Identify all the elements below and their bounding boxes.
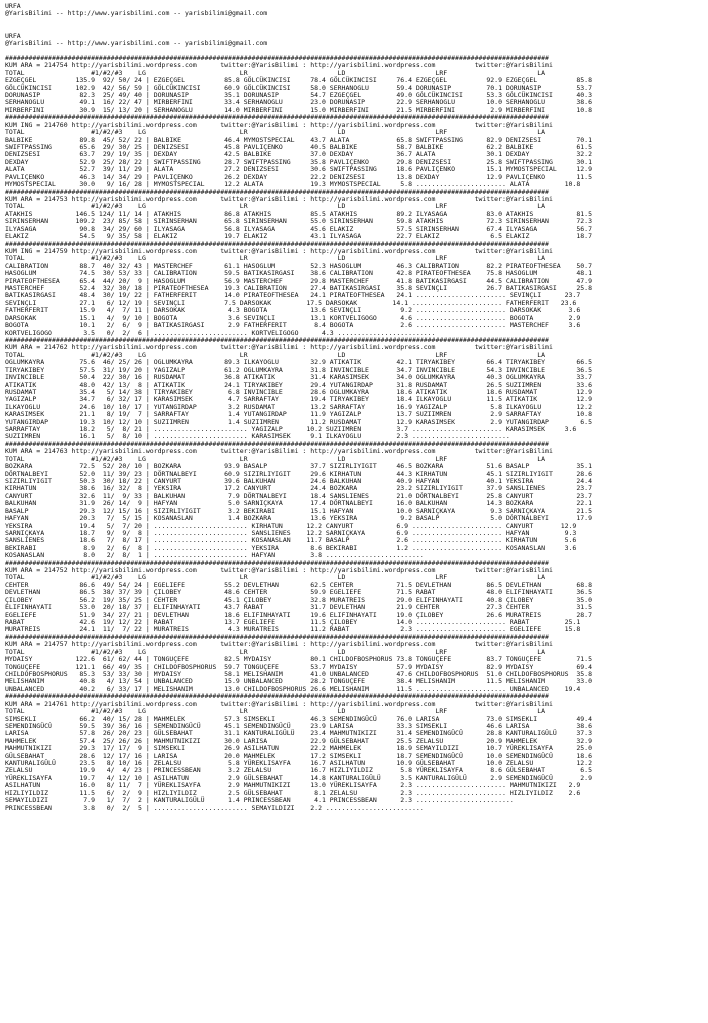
text-line: CHILDOFBOSPHORUS 85.3 53/ 33/ 30 | MYDAISY 58.1 MELISHANIM 41.0 UNBALANCED 47.6 CHILDOFBOSPHORUS 51.0 CHILDOFBOSPHORUS 35.8	[5, 669, 592, 678]
text-line: SARRAFTAY 18.2 5/ 8/ 21 | ........................ YAGIZALP 10.2 SUZIIMREN 3.7 ....................... KARASIMSEK 3.6	[5, 425, 577, 434]
race-header-line: KUM ARA = 214762 http://yarisbilimi.wordpress.com twitter:@YarisBilimi : http://yarisbilimi.wordpress.com twitter:@YarisBilimi	[5, 343, 553, 352]
text-line: ELAKIZ 54.5 9/ 35/ 58 | ELAKIZ 19.7 ELAKIZ 43.1 ILYASAGA 22.7 ELAKIZ 6.5 ELAKIZ 18.7	[5, 232, 592, 241]
text-line: KOSANASLAN 8.0 2/ 8/ 1 | ........................ HAFYAN 3.8 .........................	[5, 551, 424, 560]
text-line: SEMENDINGÜCÜ 59.5 39/ 36/ 16 | SEMENDINGÜCÜ 45.1 SEMENDINGÜCÜ 23.9 LARISA 33.3 SIMSEKLI 46.6 LARISA 38.6	[5, 721, 592, 730]
text-line: YÜREKLISAYFA 19.7 4/ 12/ 10 | ASILHATUN 2.9 GÜLSEBAHAT 14.8 KANTURALIGÜLÜ 3.5 KANTURALIGÜLÜ 2.9 SEMENDINGÜCÜ 2.9	[5, 773, 592, 782]
race-header-line: KUM ARA = 214757 http://yarisbilimi.wordpress.com twitter:@YarisBilimi : http://yarisbilimi.wordpress.com twitter:@YarisBilimi	[5, 640, 553, 649]
text-line: ÇILOBEY 56.2 19/ 35/ 25 | CEHTER 45.1 ÇILOBEY 32.8 MURATREIS 29.0 ELIFINHAYATI 40.8 ÇILOBEY 35.0	[5, 595, 592, 604]
text-line: LARISA 57.8 26/ 20/ 23 | GÜLSEBAHAT 31.1 KANTURALIGÜLÜ 23.4 MAHMUTNIKIZI 31.4 SEMENDINGÜCÜ 28.8 KANTURALIGÜLÜ 37.3	[5, 729, 592, 738]
text-line: BOZKARA 72.5 52/ 20/ 10 | BOZKARA 93.9 BASALP 37.7 SIZIRLIYIGIT 46.5 BOZKARA 51.6 BASALP 35.1	[5, 462, 592, 471]
text-line: CEHTER 86.6 49/ 54/ 24 | EGELIEFE 55.2 DEVLETHAN 62.5 CEHTER 71.5 DEVLETHAN 86.5 DEVLETHAN 68.8	[5, 580, 592, 589]
column-header-line: TOTAL #1/#2/#3 LG LR LD LRF LA	[5, 454, 546, 463]
text-line: PIRATEOFTHESEA 65.4 44/ 20/ 9 | HASOGLUM 56.9 MASTERCHEF 29.8 MASTERCHEF 41.8 BATIKASIRGASI 44.5 CALIBRATION 47.9	[5, 276, 592, 285]
text-line: SIRINSERHAN 109.2 23/ 85/ 58 | SIRINSERHAN 65.8 SIRINSERHAN 55.0 SIRINSERHAN 59.8 ATAKHIS 72.3 SIRINSERHAN 72.3	[5, 217, 592, 226]
text-line: GÜLSEBAHAT 28.6 12/ 17/ 16 | LARISA 20.0 MAHMELEK 17.2 SIMSEKLI 18.7 SEMENDINGÜCÜ 10.0 SEMENDINGÜCÜ 18.6	[5, 751, 592, 760]
text-line: GÖLCÜKINCISI 102.9 42/ 56/ 59 | GÖLCÜKINCISI 60.9 GÖLCÜKINCISI 58.0 SERHANOGLU 59.4 DORUNASIP 70.1 DORUNASIP 53.7	[5, 83, 592, 92]
text-line: SEMAYILDIZI 7.9 1/ 7/ 2 | KANTURALIGÜLÜ 1.4 PRINCESSBEAN 4.1 PRINCESSBEAN 2.3 .........................	[5, 796, 514, 805]
text-line: OGLUMKAYRA 75.6 46/ 25/ 26 | OGLUMKAYRA 89.3 ILKAYOGLU 32.9 ATIKATIK 42.1 TIRYAKIBEY 66.4 TIRYAKIBEY 66.5	[5, 358, 592, 367]
text-line: KIRHATUN 38.6 16/ 32/ 8 | YEKSIRA 17.2 CANYURT 24.4 BOZKARA 23.2 SIZIRLIYIGIT 37.9 SANSLIENES 23.7	[5, 484, 592, 493]
column-header-line: TOTAL #1/#2/#3 LG LR LD LRF LA	[5, 573, 546, 582]
text-line: URFA	[5, 31, 21, 40]
column-header-line: TOTAL #1/#2/#3 LG LR LD LRF LA	[5, 647, 546, 656]
text-line: BOGOTA 10.1 2/ 6/ 9 | BATIKASIRGASI 2.9 FATHERFERIT 8.4 BOGOTA 2.6 ....................... MASTERCHEF 3.6	[5, 321, 581, 330]
text-line: YEKSIRA 19.4 5/ 7/ 20 | ........................ KIRHATUN 12.2 CANYURT 6.9 ....................... CANYURT 12.9	[5, 521, 577, 530]
text-line: @YarisBilimi -- http://www.yarisbilimi.com -- yarisbilimi@gmail.com	[5, 9, 268, 18]
column-header-line: TOTAL #1/#2/#3 LG LR LD LRF LA	[5, 350, 546, 359]
blank-line	[5, 25, 708, 32]
separator-line: ###########################################################################################################################################	[5, 53, 549, 62]
text-line: SUZIIMREN 16.1 5/ 8/ 10 | ........................ KARASIMSEK 9.1 ILKAYOGLU 2.3 .........................	[5, 432, 510, 441]
text-line: CANYURT 32.6 11/ 9/ 33 | BALKUHAN 7.9 DÖRTNALBEYI 18.4 SANSLIENES 21.0 DÖRTNALBEYI 25.8 CANYURT 23.7	[5, 491, 592, 500]
race-header-line: KUM ARA = 214753 http://yarisbilimi.wordpress.com twitter:@YarisBilimi : http://yarisbilimi.wordpress.com twitter:@YarisBilimi	[5, 194, 553, 203]
text-line: FATHERFERIT 15.9 4/ 7/ 11 | DARSOKAK 4.3 BOGOTA 13.6 SEVINÇLI 9.2 ....................... DARSOKAK 3.6	[5, 306, 581, 315]
text-line: MAHMUTNIKIZI 29.3 17/ 17/ 9 | SIMSEKLI 26.9 ASILHATUN 22.2 MAHMELEK 18.9 SEMAYILDIZI 10.7 YÜREKLISAYFA 25.0	[5, 744, 592, 753]
text-line: SARNIÇKAYA 18.7 9/ 9/ 8 | ........................ SANSLIENES 12.2 SARNIÇKAYA 6.9 ....................... HAFYAN 9.3	[5, 528, 577, 537]
separator-line: ###########################################################################################################################################	[5, 113, 549, 122]
text-line: ELIFINHAYATI 53.0 20/ 18/ 37 | ELIFINHAYATI 43.7 RABAT 31.7 DEVLETHAN 21.9 CEHTER 27.3 CEHTER 31.5	[5, 603, 592, 612]
race-header-line: KUM ARA = 214752 http://yarisbilimi.wordpress.com twitter:@YarisBilimi : http://yarisbilimi.wordpress.com twitter:@YarisBilimi	[5, 566, 553, 575]
text-line: DÖRTNALBEYI 52.0 11/ 39/ 23 | DÖRTNALBEYI 60.9 SIZIRLIYIGIT 29.6 KIRHATUN 44.3 KIRHATUN 45.1 SIZIRLIYIGIT 28.6	[5, 469, 592, 478]
separator-line: ###########################################################################################################################################	[5, 335, 549, 344]
text-line: EGELIEFE 51.9 34/ 27/ 21 | DEVLETHAN 18.6 ELIFINHAYATI 19.6 ELIFINHAYATI 19.0 ÇILOBEY 26.6 MURATREIS 28.7	[5, 610, 592, 619]
text-line: PRINCESSBEAN 3.8 0/ 2/ 5 | ........................ SEMAYILDIZI 2.2 .........................	[5, 803, 424, 812]
text-line: MASTERCHEF 52.4 32/ 30/ 18 | PIRATEOFTHESEA 19.3 CALIBRATION 27.4 BATIKASIRGASI 35.8 SEVINÇLI 26.7 BATIKASIRGASI 25.8	[5, 284, 592, 293]
column-header-line: TOTAL #1/#2/#3 LG LR LD LRF LA	[5, 707, 546, 716]
text-line: KORTVELIGOGO 3.5 0/ 2/ 6 | ........................ KORTVELIGOGO 4.3 .........................	[5, 328, 436, 337]
text-line: ILYASAGA 90.8 34/ 29/ 60 | ILYASAGA 56.8 ILYASAGA 45.6 ELAKIZ 57.5 SIRINSERHAN 67.4 ILYASAGA 56.7	[5, 224, 592, 233]
text-line: HAFYAN 20.3 7/ 5/ 15 | KOSANASLAN 1.4 BOZKARA 13.6 YEKSIRA 9.2 BASALP 5.0 DÖRTNALBEYI 17.9	[5, 514, 592, 523]
text-line: TIRYAKIBEY 57.5 31/ 19/ 20 | YAGIZALP 61.2 OGLUMKAYRA 31.8 INVINCIBLE 34.7 INVINCIBLE 54.3 INVINCIBLE 36.5	[5, 365, 592, 374]
text-line: SWIFTPASSING 65.6 29/ 30/ 25 | DENIZSESI 45.8 PAVLIÇENKO 40.5 BALBIKE 58.7 BALBIKE 62.2 BALBIKE 61.5	[5, 143, 592, 152]
text-line: BALKUHAN 31.9 26/ 14/ 9 | HAFYAN 5.0 SARNIÇKAYA 17.4 DÖRTNALBEYI 16.0 BALKUHAN 14.3 BOZKARA 22.1	[5, 499, 592, 508]
text-line: ZELALSU 19.9 4/ 4/ 23 | PRINCESSBEAN 3.2 ZELALSU 16.7 HIZLIYILDIZ 5.8 YÜREKLISAYFA 8.6 GÜLSEBAHAT 6.5	[5, 766, 592, 775]
text-line: ATAKHIS 146.5 124/ 11/ 14 | ATAKHIS 86.8 ATAKHIS 85.5 ATAKHIS 89.2 ILYASAGA 83.0 ATAKHIS 81.5	[5, 209, 592, 218]
text-line: ILKAYOGLU 24.6 10/ 10/ 17 | YUTANGIRDAP 3.2 RUSDAMAT 13.2 SARRAFTAY 16.9 YAGIZALP 5.8 ILKAYOGLU 12.2	[5, 402, 592, 411]
text-line: KANTURALIGÜLÜ 23.5 8/ 10/ 16 | ZELALSU 5.8 YÜREKLISAYFA 16.7 ASILHATUN 10.9 GÜLSEBAHAT 10.0 ZELALSU 12.2	[5, 759, 592, 768]
text-line: DEXDAY 52.9 25/ 28/ 22 | SWIFTPASSING 28.7 SWIFTPASSING 35.8 PAVLIÇENKO 29.8 DENIZSESI 25.8 SWIFTPASSING 30.1	[5, 157, 592, 166]
text-line: SIZIRLIYIGIT 50.3 30/ 18/ 22 | CANYURT 39.6 BALKUHAN 24.6 BALKUHAN 40.9 HAFYAN 40.1 YEKSIRA 24.4	[5, 477, 592, 485]
column-header-line: TOTAL #1/#2/#3 LG LR LD LRF LA	[5, 68, 546, 77]
text-line: BATIKASIRGASI 48.4 30/ 19/ 22 | FATHERFERIT 14.0 PIRATEOFTHESEA 24.1 PIRATEOFTHESEA 24.1 ....................... SEVINÇLI 23.7	[5, 291, 581, 300]
text-line: YAGIZALP 34.7 6/ 32/ 17 | KARASIMSEK 4.7 SARRAFTAY 19.4 TIRYAKIBEY 18.4 ILKAYOGLU 11.5 ATIKATIK 12.9	[5, 395, 592, 404]
separator-line: ###########################################################################################################################################	[5, 239, 549, 248]
column-header-line: TOTAL #1/#2/#3 LG LR LD LRF LA	[5, 128, 546, 137]
text-line: MIRBERFINI 30.9 15/ 13/ 20 | SERHANOGLU 14.0 MIRBERFINI 15.0 MIRBERFINI 21.5 MIRBERFINI 2.9 MIRBERFINI 10.8	[5, 105, 592, 114]
separator-line: ###########################################################################################################################################	[5, 692, 549, 701]
text-line: @YarisBilimi -- http://www.yarisbilimi.com -- yarisbilimi@gmail.com	[5, 39, 268, 48]
race-header-line: KUM ARA = 214763 http://yarisbilimi.wordpress.com twitter:@YarisBilimi : http://yarisbilimi.wordpress.com twitter:@YarisBilimi	[5, 447, 553, 456]
text-line: SEVINÇLI 27.1 6/ 12/ 19 | SEVINÇLI 7.5 DARSOKAK 17.5 DARSOKAK 14.1 ....................... FATHERFERIT 23.6	[5, 298, 577, 307]
text-line: URFA	[5, 2, 21, 10]
text-line: HASOGLUM 74.5 30/ 53/ 33 | CALIBRATION 59.5 BATIKASIRGASI 38.6 CALIBRATION 42.8 PIRATEOFTHESEA 75.8 HASOGLUM 48.1	[5, 269, 592, 278]
text-line: DEVLETHAN 86.5 38/ 37/ 39 | ÇILOBEY 48.6 CEHTER 59.9 EGELIEFE 71.5 RABAT 48.0 ELIFINHAYATI 36.5	[5, 588, 592, 597]
text-line: MURATREIS 24.1 11/ 7/ 22 | MURATREIS 4.3 MURATREIS 11.2 RABAT 2.3 ....................... EGELIEFE 15.8	[5, 625, 581, 634]
separator-line: ###########################################################################################################################################	[5, 558, 549, 567]
text-line: DENIZSESI 63.7 29/ 19/ 35 | DEXDAY 42.5 BALBIKE 37.0 DEXDAY 36.7 ALATA 30.1 DEXDAY 32.2	[5, 150, 592, 159]
text-line: MYMOSTSPECIAL 30.0 9/ 16/ 28 | MYMOSTSPECIAL 12.2 ALATA 19.3 MYMOSTSPECIAL 5.8 ....................... ALATA 10.8	[5, 180, 581, 189]
text-line: CALIBRATION 88.7 40/ 32/ 43 | MASTERCHEF 61.1 HASOGLUM 52.3 HASOGLUM 46.3 CALIBRATION 82.2 PIRATEOFTHESEA 50.7	[5, 261, 592, 270]
text-line: INVINCIBLE 50.4 22/ 30/ 16 | RUSDAMAT 36.8 ATIKATIK 31.4 KARASIMSEK 34.0 OGLUMKAYRA 40.3 OGLUMKAYRA 33.7	[5, 373, 592, 382]
race-header-line: KUM ARA = 214754 http://yarisbilimi.wordpress.com twitter:@YarisBilimi : http://yarisbilimi.wordpress.com twitter:@YarisBilimi	[5, 61, 553, 70]
text-line: ATIKATIK 48.0 42/ 13/ 8 | ATIKATIK 24.1 TIRYAKIBEY 29.4 YUTANGIRDAP 31.8 RUSDAMAT 26.5 SUZIIMREN 33.6	[5, 380, 592, 389]
text-line: KARASIMSEK 21.1 8/ 19/ 7 | SARRAFTAY 1.4 YUTANGIRDAP 11.9 YAGIZALP 13.7 SUZIIMREN 2.9 SARRAFTAY 10.8	[5, 410, 592, 419]
column-header-line: TOTAL #1/#2/#3 LG LR LD LRF LA	[5, 254, 546, 263]
text-line: BASALP 29.3 12/ 15/ 16 | SIZIRLIYIGIT 3.2 BEKIRABI 15.1 HAFYAN 10.0 SARNIÇKAYA 9.3 SARNIÇKAYA 21.5	[5, 506, 592, 515]
text-line: ASILHATUN 16.0 8/ 11/ 7 | YÜREKLISAYFA 2.9 MAHMUTNIKIZI 13.0 YÜREKLISAYFA 2.3 ....................... MAHMUTNIKIZI 2.9	[5, 781, 581, 790]
race-header-line: KUM ING = 214759 http://yarisbilimi.wordpress.com twitter:@YarisBilimi : http://yarisbilimi.wordpress.com twitter:@YarisBilimi	[5, 246, 553, 255]
text-line: ALATA 52.7 39/ 11/ 29 | ALATA 27.2 DENIZSESI 30.6 SWIFTPASSING 18.6 PAVLIÇENKO 15.1 MYMOSTSPECIAL 12.9	[5, 165, 592, 174]
separator-line: ###########################################################################################################################################	[5, 632, 549, 641]
text-line: UNBALANCED 40.2 6/ 33/ 17 | MELISHANIM 13.0 CHILDOFBOSPHORUS 26.6 MELISHANIM 11.5 ....................... UNBALANCED 19.4	[5, 684, 581, 693]
text-line: TONGUÇEFE 121.1 66/ 49/ 35 | CHILDOFBOSPHORUS 59.7 TONGUÇEFE 53.7 MYDAISY 57.9 MYDAISY 82.9 MYDAISY 69.4	[5, 662, 592, 671]
separator-line: ###########################################################################################################################################	[5, 439, 549, 448]
race-header-line: KUM ING = 214760 http://yarisbilimi.wordpress.com twitter:@YarisBilimi : http://yarisbilimi.wordpress.com twitter:@YarisBilimi	[5, 120, 553, 129]
text-line: MYDAISY 122.6 61/ 62/ 44 | TONGUÇEFE 82.5 MYDAISY 80.1 CHILDOFBOSPHORUS 73.8 TONGUÇEFE 83.7 TONGUÇEFE 71.5	[5, 655, 592, 664]
text-line: SANSLIENES 18.6 7/ 8/ 17 | ........................ KOSANASLAN 11.7 BASALP 2.6 ....................... KIRHATUN 5.6	[5, 536, 577, 545]
text-line: HIZLIYILDIZ 11.5 6/ 2/ 9 | HIZLIYILDIZ 2.5 GÜLSEBAHAT 8.1 ZELALSU 2.3 ....................... HIZLIYILDIZ 2.6	[5, 788, 581, 797]
text-line: SIMSEKLI 66.2 40/ 15/ 28 | MAHMELEK 57.3 SIMSEKLI 46.3 SEMENDINGÜCÜ 76.0 LARISA 73.0 SIMSEKLI 49.4	[5, 714, 592, 723]
text-line: RUSDAMAT 35.4 5/ 14/ 38 | TIRYAKIBEY 6.8 INVINCIBLE 28.6 OGLUMKAYRA 18.6 ATIKATIK 18.6 RUSDAMAT 12.9	[5, 387, 592, 396]
text-line: RABAT 42.6 19/ 12/ 22 | RABAT 13.7 EGELIEFE 11.5 ÇILOBEY 14.0 ....................... RABAT 25.1	[5, 618, 581, 627]
race-header-line: KUM ARA = 214761 http://yarisbilimi.wordpress.com twitter:@YarisBilimi : http://yarisbilimi.wordpress.com twitter:@YarisBilimi	[5, 699, 553, 708]
text-line: YUTANGIRDAP 19.3 10/ 12/ 10 | SUZIIMREN 1.4 SUZIIMREN 11.2 RUSDAMAT 12.9 KARASIMSEK 2.9 YUTANGIRDAP 6.5	[5, 417, 592, 426]
text-line: EZGEÇGEL 135.9 92/ 50/ 24 | EZGEÇGEL 85.8 GÖLCÜKINCISI 78.4 GÖLCÜKINCISI 76.4 EZGEÇGEL 92.9 EZGEÇGEL 85.8	[5, 76, 592, 85]
text-line: MAHMELEK 57.4 25/ 26/ 26 | MAHMUTNIKIZI 30.0 LARISA 22.9 GÜLSEBAHAT 25.5 ZELALSU 20.9 MAHMELEK 32.9	[5, 736, 592, 745]
text-line: DORUNASIP 82.3 25/ 49/ 40 | DORUNASIP 35.1 DORUNASIP 54.7 EZGEÇGEL 49.0 GÖLCÜKINCISI 53.3 GÖLCÜKINCISI 40.3	[5, 91, 592, 100]
separator-line: ###########################################################################################################################################	[5, 187, 549, 196]
text-line: MELISHANIM 40.8 4/ 13/ 54 | UNBALANCED 15.9 UNBALANCED 28.2 TONGUÇEFE 38.4 MELISHANIM 11.5 MELISHANIM 33.0	[5, 677, 592, 686]
text-line: BEKIRABI 8.9 2/ 6/ 8 | ........................ YEKSIRA 8.6 BEKIRABI 1.2 ....................... KOSANASLAN 3.6	[5, 543, 577, 552]
text-line: BALBIKE 89.8 45/ 52/ 22 | BALBIKE 46.4 MYMOSTSPECIAL 43.7 ALATA 65.8 SWIFTPASSING 82.9 DENIZSESI 70.1	[5, 135, 592, 144]
text-line: SERHANOGLU 49.1 16/ 22/ 47 | MIRBERFINI 33.4 SERHANOGLU 23.0 DORUNASIP 22.9 SERHANOGLU 10.0 SERHANOGLU 38.6	[5, 98, 592, 107]
race-stats-text	[5, 3, 708, 812]
blank-line	[5, 18, 708, 25]
text-line: DARSOKAK 15.1 4/ 9/ 10 | BOGOTA 3.6 SEVINÇLI 13.1 KORTVELIGOGO 4.6 ....................... BOGOTA 2.9	[5, 313, 581, 322]
text-line: PAVLIÇENKO 46.3 14/ 34/ 29 | PAVLIÇENKO 26.2 DEXDAY 22.2 DENIZSESI 13.8 DEXDAY 12.9 PAVLIÇENKO 11.5	[5, 172, 592, 181]
column-header-line: TOTAL #1/#2/#3 LG LR LD LRF LA	[5, 202, 546, 211]
